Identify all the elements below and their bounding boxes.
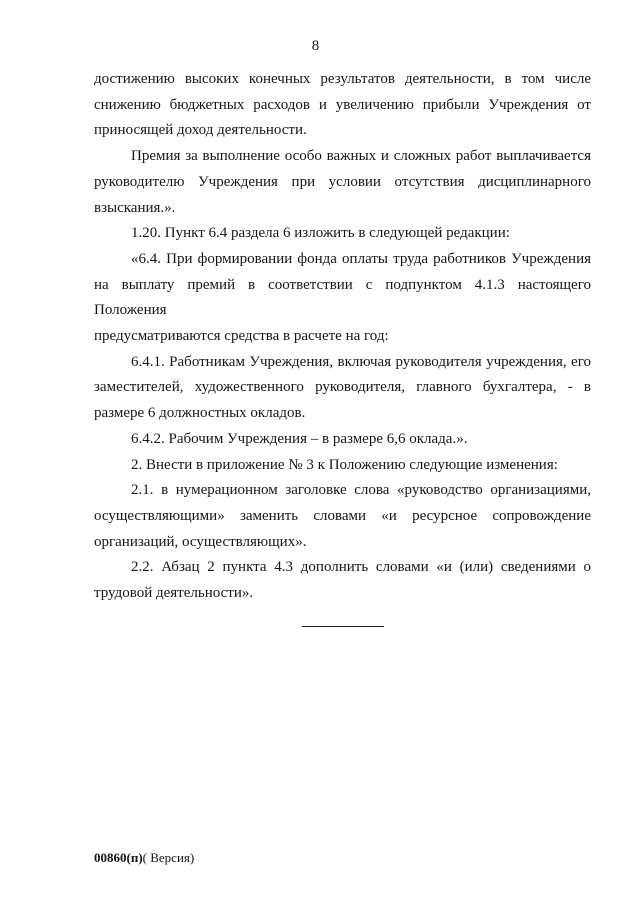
text-line: организаций, осуществляющих». xyxy=(94,533,307,550)
text-line: взыскания.». xyxy=(94,199,176,216)
document-body xyxy=(94,67,591,607)
paragraph-2 xyxy=(94,453,591,479)
document-code-number: 00860(п) xyxy=(94,850,143,865)
text-line: осуществляющими» заменить словами «и ресурсное сопровождение xyxy=(94,507,591,524)
text-line: 1.20. Пункт 6.4 раздела 6 изложить в следующей редакции: xyxy=(131,225,510,242)
text-line: заместителей, художественного руководителя, главного бухгалтера, - в xyxy=(94,379,591,396)
text-line: достижению высоких конечных результатов деятельности, в том числе xyxy=(94,71,591,87)
text-line: руководителю Учреждения при условии отсутствия дисциплинарного xyxy=(94,173,591,190)
text-line: размере 6 должностных окладов. xyxy=(94,405,306,422)
text-line: «6.4. При формировании фонда оплаты труда работников Учреждения xyxy=(131,250,591,267)
text-line: трудовой деятельности». xyxy=(94,585,254,602)
text-line: снижению бюджетных расходов и увеличению прибыли Учреждения от xyxy=(94,96,591,113)
document-version-label: ( Версия) xyxy=(142,850,195,865)
paragraph-1-20 xyxy=(94,221,591,247)
paragraph-2-2 xyxy=(94,555,591,606)
text-line: предусматриваются средства в расчете на год: xyxy=(94,328,389,345)
text-line: приносящей доход деятельности. xyxy=(94,122,307,139)
paragraph-2-1 xyxy=(94,478,591,555)
separator-line xyxy=(302,626,384,627)
paragraph-continuation xyxy=(94,67,591,144)
paragraph-bonus xyxy=(94,144,591,221)
text-line: на выплату премий в соответствии с подпунктом 4.1.3 настоящего Положения xyxy=(94,276,591,319)
paragraph-6-4 xyxy=(94,247,591,350)
page-number: 8 xyxy=(311,38,320,54)
text-line: 2.1. в нумерационном заголовке слова «руководство организациями, xyxy=(131,482,591,499)
text-line: 2.2. Абзац 2 пункта 4.3 дополнить словами «и (или) сведениями о xyxy=(131,559,591,576)
text-line: 6.4.1. Работникам Учреждения, включая руководителя учреждения, его xyxy=(131,353,591,370)
paragraph-6-4-2 xyxy=(94,427,591,453)
paragraph-6-4-1 xyxy=(94,350,591,427)
document-code xyxy=(94,850,194,866)
text-line: 6.4.2. Рабочим Учреждения – в размере 6,6 оклада.». xyxy=(131,430,468,447)
text-line: Премия за выполнение особо важных и сложных работ выплачивается xyxy=(131,148,591,165)
text-line: 2. Внести в приложение № 3 к Положению следующие изменения: xyxy=(131,456,558,473)
